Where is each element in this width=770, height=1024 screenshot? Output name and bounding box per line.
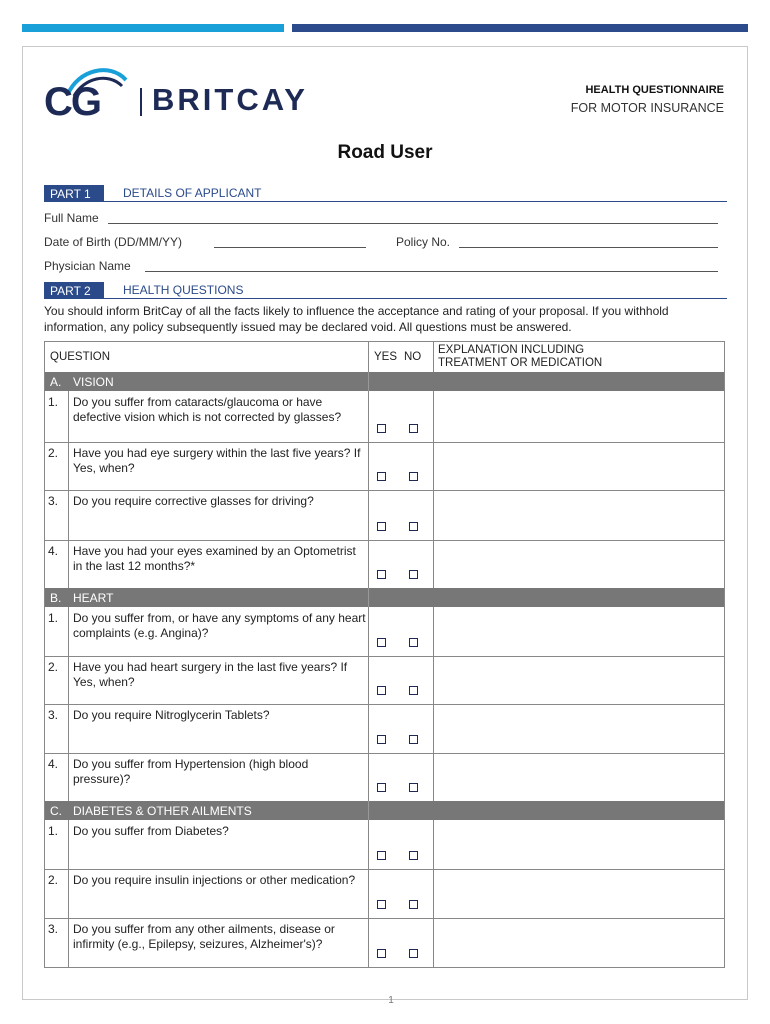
column-divider (68, 753, 69, 801)
question-text: Do you suffer from Hypertension (high blood pressure)? (73, 757, 309, 786)
col-header-no: NO (404, 351, 422, 363)
no-checkbox[interactable] (409, 638, 418, 647)
column-divider (68, 656, 69, 704)
top-accent-bar-dark (292, 24, 748, 32)
row-divider (44, 656, 724, 657)
column-divider (433, 820, 434, 869)
column-divider (368, 490, 369, 540)
yes-checkbox[interactable] (377, 783, 386, 792)
column-divider (368, 442, 369, 490)
question-number: 2. (48, 873, 59, 887)
question-number: 3. (48, 922, 59, 936)
row-divider (44, 753, 724, 754)
section-title: HEART (73, 591, 114, 605)
document-title: Road User (337, 142, 433, 163)
no-checkbox[interactable] (409, 424, 418, 433)
question-text: Have you had your eyes examined by an Optometrist in the last 12 months?* (73, 544, 356, 573)
full-name-label: Full Name (44, 211, 99, 225)
question-number: 4. (48, 757, 59, 771)
yes-checkbox[interactable] (377, 472, 386, 481)
column-divider (433, 753, 434, 801)
part2-badge: PART 2 (44, 282, 104, 299)
row-divider (44, 869, 724, 870)
column-divider (433, 442, 434, 490)
row-divider (44, 967, 724, 968)
part2-name: HEALTH QUESTIONS (123, 283, 244, 297)
column-divider (368, 656, 369, 704)
part1-rule (104, 201, 727, 202)
column-divider (368, 540, 369, 588)
question-number: 2. (48, 660, 59, 674)
yes-checkbox[interactable] (377, 424, 386, 433)
question-number: 1. (48, 395, 59, 409)
yes-checkbox[interactable] (377, 949, 386, 958)
part2-rule (104, 298, 727, 299)
no-checkbox[interactable] (409, 522, 418, 531)
column-divider (68, 869, 69, 918)
yes-checkbox[interactable] (377, 851, 386, 860)
column-divider (433, 490, 434, 540)
section-divider (368, 588, 369, 607)
table-right-border (724, 341, 725, 968)
no-checkbox[interactable] (409, 472, 418, 481)
column-divider (68, 607, 69, 656)
no-checkbox[interactable] (409, 735, 418, 744)
question-number: 3. (48, 708, 59, 722)
column-divider (68, 820, 69, 869)
header-column-divider (433, 341, 434, 372)
question-number: 1. (48, 824, 59, 838)
column-divider (368, 869, 369, 918)
no-checkbox[interactable] (409, 851, 418, 860)
question-number: 1. (48, 611, 59, 625)
questionnaire-title: HEALTH QUESTIONNAIRE (585, 84, 724, 96)
question-number: 2. (48, 446, 59, 460)
column-divider (68, 918, 69, 967)
policy-label: Policy No. (396, 235, 451, 249)
col-header-question: QUESTION (50, 351, 111, 363)
no-checkbox[interactable] (409, 783, 418, 792)
row-divider (44, 490, 724, 491)
row-divider (44, 918, 724, 919)
column-divider (68, 704, 69, 753)
column-divider (433, 540, 434, 588)
question-text: Have you had heart surgery in the last five years? If Yes, when? (73, 660, 348, 689)
yes-checkbox[interactable] (377, 570, 386, 579)
questionnaire-subtitle: FOR MOTOR INSURANCE (570, 101, 724, 115)
question-text: Do you require insulin injections or other medication? (73, 873, 356, 887)
section-letter: A. (50, 375, 62, 389)
part1-name: DETAILS OF APPLICANT (123, 186, 262, 200)
column-divider (433, 704, 434, 753)
page-number: 1 (388, 995, 394, 1006)
section-title: VISION (73, 375, 114, 389)
column-divider (68, 442, 69, 490)
policy-field[interactable] (459, 247, 718, 248)
section-title: DIABETES & OTHER AILMENTS (73, 804, 252, 818)
yes-checkbox[interactable] (377, 522, 386, 531)
question-text: Do you suffer from, or have any symptoms of any heart complaints (e.g. Angina)? (73, 611, 366, 640)
question-text: Do you require corrective glasses for driving? (73, 494, 314, 508)
question-number: 3. (48, 494, 59, 508)
column-divider (68, 391, 69, 442)
section-header (44, 588, 724, 607)
section-header (44, 372, 724, 391)
column-divider (433, 391, 434, 442)
logo-name: BRITCAY (152, 82, 308, 117)
column-divider (368, 918, 369, 967)
row-divider (44, 540, 724, 541)
column-divider (368, 704, 369, 753)
section-divider (368, 372, 369, 391)
yes-checkbox[interactable] (377, 686, 386, 695)
question-text: Do you suffer from any other ailments, disease or infirmity (e.g., Epilepsy, seizures, Alzheimer's)? (73, 922, 335, 951)
column-divider (368, 753, 369, 801)
dob-label: Date of Birth (DD/MM/YY) (44, 235, 183, 249)
column-divider (433, 918, 434, 967)
part1-badge: PART 1 (44, 185, 104, 202)
col-header-explanation-line1: EXPLANATION INCLUDING (438, 344, 585, 356)
column-divider (68, 540, 69, 588)
part2-intro: You should inform BritCay of all the facts likely to influence the acceptance and rating of your proposal. If you withhold information, any policy subsequently issued may be declared void. All questions must be answered. (44, 304, 669, 334)
column-divider (368, 391, 369, 442)
footer-rule-left (22, 999, 366, 1000)
question-text: Do you suffer from Diabetes? (73, 824, 229, 838)
no-checkbox[interactable] (409, 949, 418, 958)
britcay-logo (44, 64, 344, 124)
no-checkbox[interactable] (409, 686, 418, 695)
logo-mark: CG (44, 80, 100, 124)
yes-checkbox[interactable] (377, 638, 386, 647)
table-left-border (44, 341, 45, 967)
column-divider (68, 490, 69, 540)
row-divider (44, 704, 724, 705)
section-divider (368, 801, 369, 820)
no-checkbox[interactable] (409, 900, 418, 909)
question-number: 4. (48, 544, 59, 558)
row-divider (44, 442, 724, 443)
column-divider (368, 607, 369, 656)
col-header-yes: YES (374, 351, 398, 363)
header-column-divider (368, 341, 369, 372)
column-divider (433, 656, 434, 704)
full-name-field[interactable] (108, 223, 718, 224)
question-text: Have you had eye surgery within the last five years? If Yes, when? (73, 446, 361, 475)
section-letter: B. (50, 591, 62, 605)
physician-field[interactable] (145, 271, 718, 272)
footer-rule-right (412, 999, 748, 1000)
column-divider (368, 820, 369, 869)
yes-checkbox[interactable] (377, 900, 386, 909)
col-header-explanation-line2: TREATMENT OR MEDICATION (438, 357, 603, 369)
section-header (44, 801, 724, 820)
column-divider (433, 869, 434, 918)
logo-separator (140, 88, 142, 116)
yes-checkbox[interactable] (377, 735, 386, 744)
table-top-border (44, 341, 724, 342)
question-text: Do you suffer from cataracts/glaucoma or have defective vision which is not corrected by glasses? (73, 395, 342, 424)
no-checkbox[interactable] (409, 570, 418, 579)
section-letter: C. (50, 804, 62, 818)
physician-label: Physician Name (44, 259, 131, 273)
column-divider (433, 607, 434, 656)
top-accent-bar-light (22, 24, 284, 32)
question-text: Do you require Nitroglycerin Tablets? (73, 708, 270, 722)
dob-field[interactable] (214, 247, 366, 248)
